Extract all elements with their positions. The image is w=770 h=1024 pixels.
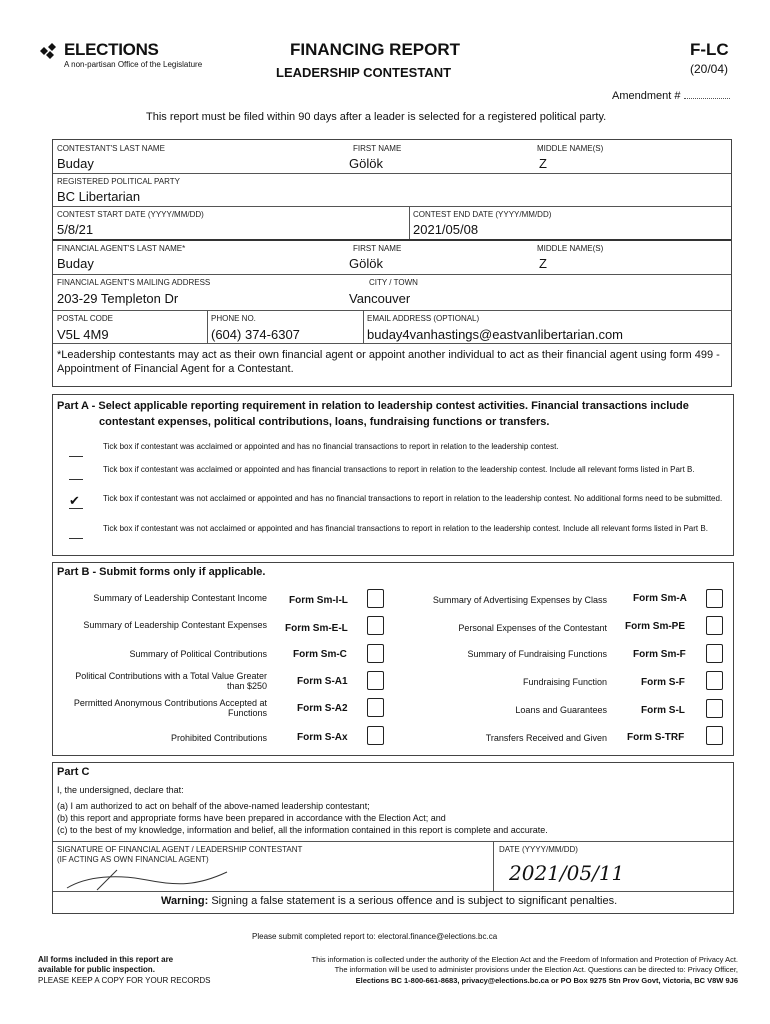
form-id: F-LC: [690, 40, 729, 59]
part-a-section: [52, 394, 734, 556]
contestant-first-name[interactable]: Gölök: [349, 156, 383, 171]
footer-left-1: All forms included in this report are: [38, 955, 174, 964]
agent-city-label: CITY / TOWN: [369, 278, 418, 287]
part-a-option: [69, 493, 723, 508]
agent-city[interactable]: Vancouver: [349, 291, 411, 306]
agent-note: *Leadership contestants may act as their own financial agent or appoint another individual to act as their financial agent using form 499 - Appointment of Financial Agent for a Contestant.: [57, 349, 720, 375]
phone-value[interactable]: (604) 374-6307: [211, 327, 300, 342]
part-a-option-checkbox[interactable]: [69, 524, 83, 539]
contestant-last-name[interactable]: Buday: [57, 156, 94, 171]
part-a-option-checkbox[interactable]: [69, 465, 83, 480]
agent-middle-name-label: MIDDLE NAME(S): [537, 244, 604, 253]
footer-left-3: PLEASE KEEP A COPY FOR YOUR RECORDS: [38, 976, 211, 985]
amendment-field[interactable]: [612, 90, 730, 102]
date-value[interactable]: 2021/05/11: [509, 861, 625, 885]
contest-end-value[interactable]: 2021/05/08: [413, 222, 479, 237]
email-label: EMAIL ADDRESS (OPTIONAL): [367, 314, 480, 323]
elections-logo-icon: [38, 43, 60, 61]
phone-label: PHONE NO.: [211, 314, 256, 323]
agent-address[interactable]: 203-29 Templeton Dr: [57, 291, 179, 306]
date-label: DATE (YYYY/MM/DD): [499, 845, 578, 854]
part-c-title: Part C: [57, 766, 90, 778]
logo-subtitle: A non-partisan Office of the Legislature: [64, 60, 203, 69]
part-b-form-checkbox[interactable]: [706, 644, 723, 663]
form-version: (20/04): [690, 62, 729, 76]
part-a-title-line2: contestant expenses, political contributions, loans, fundraising functions or transfers.: [99, 416, 550, 428]
signature-scribble-icon: [57, 866, 257, 892]
contest-end-label: CONTEST END DATE (YYYY/MM/DD): [413, 210, 552, 219]
signature-field[interactable]: [57, 866, 487, 892]
contest-start-label: CONTEST START DATE (YYYY/MM/DD): [57, 210, 204, 219]
contestant-middle-name[interactable]: Z: [539, 156, 547, 171]
part-c-item-a: (a) I am authorized to act on behalf of the above-named leadership contestant;: [57, 801, 370, 811]
footer-right-2: The information will be used to administer provisions under the Election Act. Questions can be directed to: Privacy Officer,: [334, 965, 738, 974]
warning-label: Warning:: [161, 895, 209, 907]
filing-instruction: This report must be filed within 90 days after a leader is selected for a registered political party.: [146, 111, 607, 123]
part-a-option: [103, 465, 723, 475]
part-a-option: [103, 442, 723, 452]
part-b-form-label: Political Contributions with a Total Value Greater than $250: [75, 671, 267, 691]
part-a-option-checkbox[interactable]: ✔: [69, 494, 83, 509]
part-b-form-label: Permitted Anonymous Contributions Accepted at Functions: [73, 698, 267, 718]
agent-last-name-label: FINANCIAL AGENT'S LAST NAME*: [57, 244, 186, 253]
part-b-form-code: Form S-F: [641, 677, 685, 688]
footer-left-2: available for public inspection.: [38, 965, 155, 974]
page-title: FINANCING REPORT: [290, 40, 460, 59]
part-b-form-code: Form S-A2: [297, 703, 348, 714]
part-b-form-code: Form S-Ax: [297, 732, 348, 743]
part-b-form-code: Form Sm-E-L: [285, 623, 348, 634]
agent-first-name-label: FIRST NAME: [353, 244, 402, 253]
page-subtitle: LEADERSHIP CONTESTANT: [276, 65, 452, 80]
part-a-option-text: Tick box if contestant was acclaimed or appointed and has financial transactions to report in relation to the leadership contest. Include all relevant forms listed in Part B.: [103, 465, 695, 474]
part-b-form-checkbox[interactable]: [706, 616, 723, 635]
agent-address-label: FINANCIAL AGENT'S MAILING ADDRESS: [57, 278, 211, 287]
warning-line: [161, 895, 617, 907]
part-a-title-line1: Part A - Select applicable reporting requirement in relation to leadership contest activities. Financial transactions include: [57, 400, 689, 412]
part-b-form-code: Form S-TRF: [627, 732, 685, 743]
party-label: REGISTERED POLITICAL PARTY: [57, 177, 180, 186]
warning-text: Signing a false statement is a serious offence and is subject to significant penalties.: [211, 895, 618, 907]
part-c-item-c: (c) to the best of my knowledge, information and belief, all the information contained in this report is complete and accurate.: [57, 825, 548, 835]
part-a-option-text: Tick box if contestant was acclaimed or appointed and has no financial transactions to report in relation to the leadership contest.: [103, 442, 559, 451]
contestant-last-name-label: CONTESTANT'S LAST NAME: [57, 144, 165, 153]
party-value[interactable]: BC Libertarian: [57, 189, 141, 204]
part-b-form-checkbox[interactable]: [367, 644, 384, 663]
part-b-title: Part B - Submit forms only if applicable.: [57, 566, 266, 578]
email-value[interactable]: buday4vanhastings@eastvanlibertarian.com: [367, 327, 624, 342]
part-b-form-label: Summary of Political Contributions: [129, 649, 267, 659]
part-b-form-code: Form Sm-F: [633, 649, 686, 660]
part-b-form-label: Prohibited Contributions: [170, 733, 267, 743]
part-b-form-checkbox[interactable]: [367, 589, 384, 608]
part-b-form-checkbox[interactable]: [367, 726, 384, 745]
agent-last-name[interactable]: Buday: [57, 256, 94, 271]
part-b-form-checkbox[interactable]: [367, 671, 384, 690]
part-b-form-label: Summary of Advertising Expenses by Class: [432, 595, 607, 605]
agent-first-name[interactable]: Gölök: [349, 256, 383, 271]
submit-instruction: Please submit completed report to: electoral.finance@elections.bc.ca: [252, 932, 498, 941]
part-b-form-label: Summary of Leadership Contestant Income: [93, 593, 267, 603]
part-c-item-b: (b) this report and appropriate forms have been prepared in accordance with the Election Act; and: [57, 813, 446, 823]
contestant-middle-name-label: MIDDLE NAME(S): [537, 144, 604, 153]
part-c-declare: I, the undersigned, declare that:: [57, 785, 184, 795]
part-a-option: [103, 524, 723, 534]
part-b-form-code: Form Sm-I-L: [289, 595, 348, 606]
part-b-form-checkbox[interactable]: [706, 726, 723, 745]
part-a-option-text: Tick box if contestant was not acclaimed or appointed and has no financial transactions to report in relation to the leadership contest. No additional forms need to be submitted.: [103, 494, 723, 503]
signature-label: SIGNATURE OF FINANCIAL AGENT / LEADERSHIP CONTESTANT: [57, 845, 303, 854]
part-b-form-code: Form Sm-PE: [625, 621, 686, 632]
part-b-form-checkbox[interactable]: [367, 698, 384, 717]
signature-label-sub: (IF ACTING AS OWN FINANCIAL AGENT): [57, 855, 209, 864]
logo-name: ELECTIONS: [64, 40, 159, 59]
contest-start-value[interactable]: 5/8/21: [57, 222, 94, 237]
agent-middle-name[interactable]: Z: [539, 256, 547, 271]
postal-code-label: POSTAL CODE: [57, 314, 114, 323]
part-b-form-label: Summary of Fundraising Functions: [467, 649, 607, 659]
part-b-form-checkbox[interactable]: [706, 671, 723, 690]
contestant-info-box: [52, 139, 732, 387]
part-b-form-checkbox[interactable]: [706, 699, 723, 718]
postal-code[interactable]: V5L 4M9: [57, 327, 109, 342]
part-a-option-text: Tick box if contestant was not acclaimed or appointed and has financial transactions to report in relation to the leadership contest. Include all relevant forms listed in Part B.: [103, 524, 708, 533]
contestant-first-name-label: FIRST NAME: [353, 144, 402, 153]
part-c-section: [52, 762, 734, 914]
part-a-option-checkbox[interactable]: [69, 442, 83, 457]
footer-right-3: Elections BC 1-800-661-8683, privacy@elections.bc.ca or PO Box 9275 Stn Prov Govt, Victoria, BC V8W 9J6: [355, 976, 738, 985]
part-b-form-checkbox[interactable]: [367, 616, 384, 635]
part-b-form-label: Summary of Leadership Contestant Expenses: [83, 620, 267, 630]
part-b-form-label: Fundraising Function: [522, 677, 607, 687]
part-b-section: [52, 562, 734, 756]
part-b-form-code: Form Sm-A: [633, 593, 687, 604]
part-b-form-label: Loans and Guarantees: [515, 705, 607, 715]
footer-right-1: This information is collected under the authority of the Election Act and the Freedom of Information and Protection of Privacy Act.: [311, 955, 738, 964]
part-b-form-label: Personal Expenses of the Contestant: [458, 623, 607, 633]
part-b-form-label: Transfers Received and Given: [485, 733, 607, 743]
part-b-form-code: Form S-A1: [297, 676, 348, 687]
part-b-form-code: Form Sm-C: [293, 649, 347, 660]
part-b-form-checkbox[interactable]: [706, 589, 723, 608]
part-b-form-code: Form S-L: [641, 705, 685, 716]
amendment-label: Amendment #: [612, 90, 681, 102]
